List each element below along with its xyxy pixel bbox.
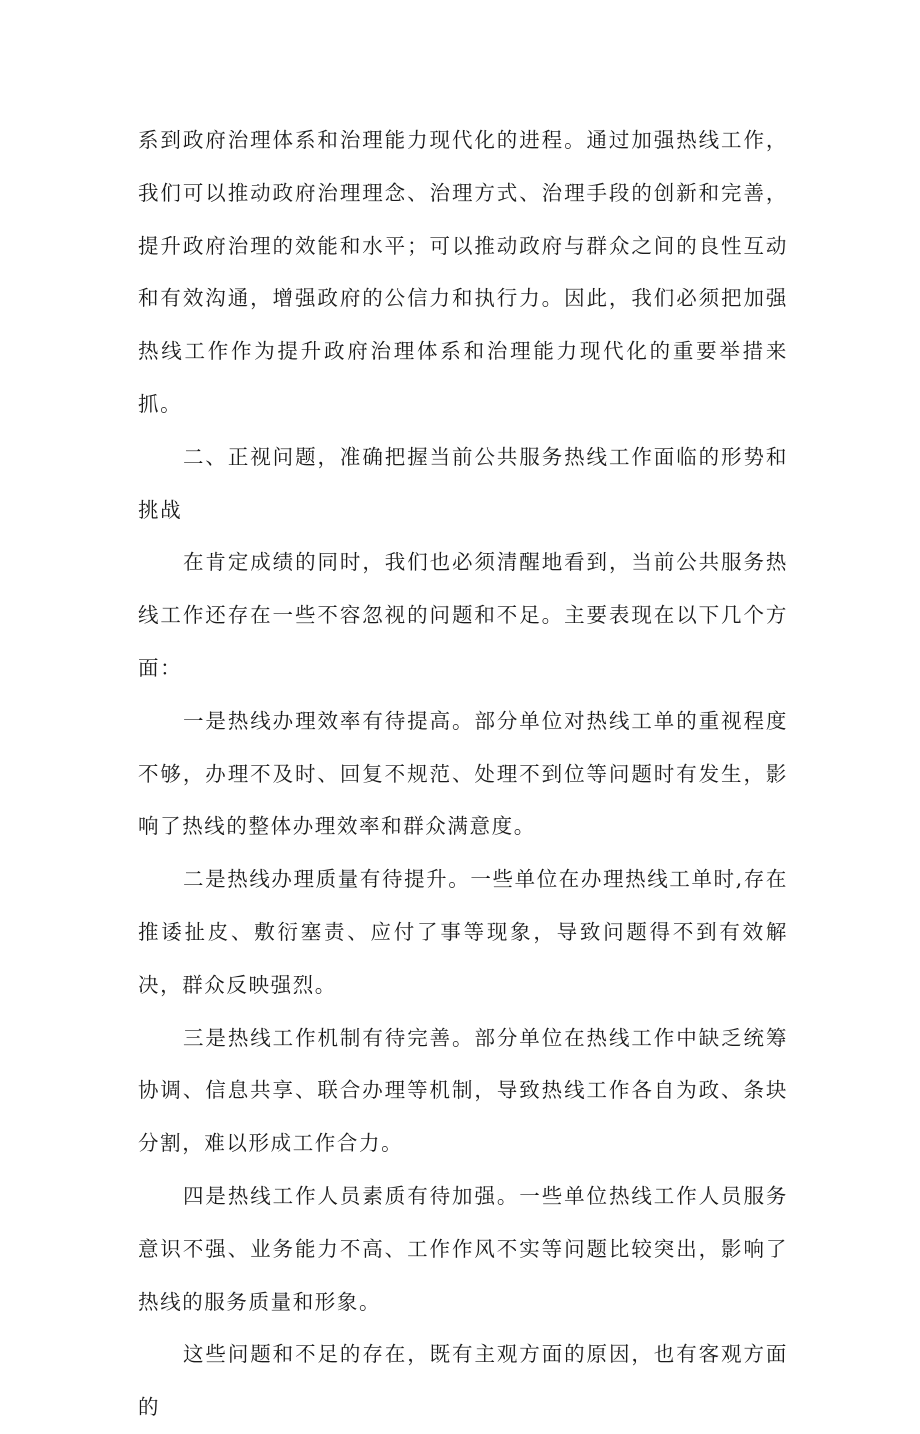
- paragraph-conclusion: 这些问题和不足的存在，既有主观方面的原因，也有客观方面的: [138, 1342, 788, 1420]
- document-body: [138, 114, 788, 1434]
- paragraph-point-1: 一是热线办理效率有待提高。部分单位对热线工单的重视程度不够，办理不及时、回复不规范、处理不到位等问题时有发生，影响了热线的整体办理效率和群众满意度。: [138, 708, 788, 839]
- paragraph-point-3: 三是热线工作机制有待完善。部分单位在热线工作中缺乏统筹协调、信息共享、联合办理等机制，导致热线工作各自为政、条块分割，难以形成工作合力。: [138, 1025, 788, 1156]
- paragraph-point-2: 二是热线办理质量有待提升。一些单位在办理热线工单时,存在推诿扯皮、敷衍塞责、应付了事等现象，导致问题得不到有效解决，群众反映强烈。: [138, 867, 788, 997]
- paragraph-continuation: 系到政府治理体系和治理能力现代化的进程。通过加强热线工作，我们可以推动政府治理理念、治理方式、治理手段的创新和完善，提升政府治理的效能和水平；可以推动政府与群众之间的良性互动和有效沟通，增强政府的公信力和执行力。因此，我们必须把加强热线工作作为提升政府治理体系和治理能力现代化的重要举措来抓。: [138, 128, 788, 416]
- section-heading: 二、正视问题，准确把握当前公共服务热线工作面临的形势和挑战: [138, 444, 788, 522]
- paragraph-point-4: 四是热线工作人员素质有待加强。一些单位热线工作人员服务意识不强、业务能力不高、工作作风不实等问题比较突出，影响了热线的服务质量和形象。: [138, 1183, 788, 1314]
- paragraph-intro: 在肯定成绩的同时，我们也必须清醒地看到，当前公共服务热线工作还存在一些不容忽视的问题和不足。主要表现在以下几个方面：: [138, 550, 788, 680]
